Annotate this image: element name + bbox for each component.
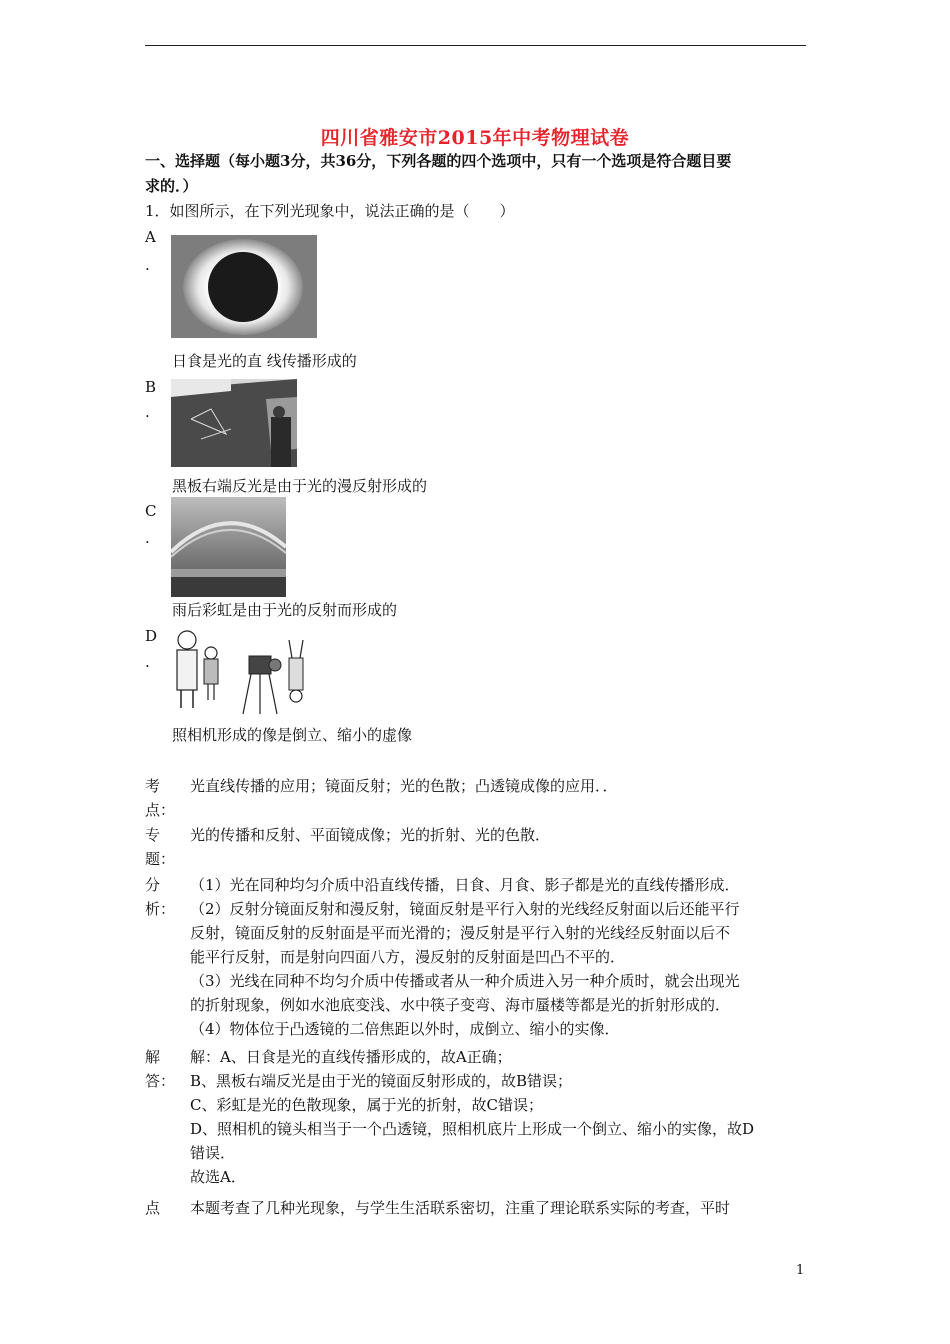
section-heading-line1: 一、选择题（每小题3分，共36分，下列各题的四个选项中，只有一个选项是符合题目要 bbox=[145, 152, 732, 170]
fenxi-line: （3）光线在同种不均匀介质中传播或者从一种介质进入另一种介质时，就会出现光 bbox=[190, 972, 740, 990]
camera-cartoon-image bbox=[171, 628, 313, 716]
dianping-label bbox=[145, 1196, 175, 1220]
blackboard-image bbox=[171, 379, 297, 467]
jieda-line: 解：A、日食是光的直线传播形成的，故A正确； bbox=[190, 1048, 512, 1066]
fenxi-line: （2）反射分镜面反射和漫反射，镜面反射是平行入射的光线经反射面以后还能平行 bbox=[190, 900, 740, 918]
kaodian-content: 光直线传播的应用；镜面反射；光的色散；凸透镜成像的应用．． bbox=[190, 777, 618, 795]
kaodian-label-2: 点： bbox=[145, 801, 176, 819]
jieda-line: B、黑板右端反光是由于光的镜面反射形成的，故B错误； bbox=[190, 1072, 573, 1090]
option-b-caption: 黑板右端反光是由于光的漫反射形成的 bbox=[172, 477, 428, 495]
dianping-text bbox=[190, 1196, 830, 1220]
option-a-dot: . bbox=[145, 256, 150, 274]
kaodian-label-1: 考 bbox=[145, 777, 161, 795]
kaodian-text bbox=[190, 774, 830, 798]
zhuanti-label-1: 专 bbox=[145, 826, 161, 844]
fenxi-line: 的折射现象，例如水池底变浅、水中筷子变弯、海市蜃楼等都是光的折射形成的． bbox=[190, 996, 731, 1014]
fenxi-line: 能平行反射，而是射向四面八方，漫反射的反射面是凹凸不平的． bbox=[190, 948, 626, 966]
option-d-caption: 照相机形成的像是倒立、缩小的虚像 bbox=[172, 726, 413, 744]
jieda-line: D、照相机的镜头相当于一个凸透镜，照相机底片上形成一个倒立、缩小的实像，故D bbox=[190, 1120, 755, 1138]
dianping-label-1: 点 bbox=[145, 1199, 161, 1217]
rainbow-image bbox=[171, 497, 286, 597]
option-a-letter: A bbox=[145, 228, 156, 246]
fenxi-label-2: 析： bbox=[145, 900, 176, 918]
zhuanti-content: 光的传播和反射、平面镜成像；光的折射、光的色散． bbox=[190, 826, 551, 844]
jieda-label-2: 答： bbox=[145, 1072, 176, 1090]
zhuanti-label-2: 题： bbox=[145, 850, 176, 868]
dianping-content: 本题考查了几种光现象，与学生生活联系密切，注重了理论联系实际的考查，平时 bbox=[190, 1199, 731, 1217]
option-c-dot: . bbox=[145, 529, 150, 547]
option-b-letter: B bbox=[145, 378, 157, 396]
fenxi-text bbox=[190, 873, 830, 1041]
option-a-caption: 日食是光的直 线传播形成的 bbox=[172, 352, 357, 370]
option-c-caption: 雨后彩虹是由于光的反射而形成的 bbox=[172, 601, 398, 619]
jieda-label bbox=[145, 1045, 175, 1093]
option-b-dot: . bbox=[145, 403, 150, 421]
fenxi-line: （4）物体位于凸透镜的二倍焦距以外时，成倒立、缩小的实像． bbox=[190, 1020, 620, 1038]
fenxi-label bbox=[145, 873, 175, 921]
fenxi-line: 反射，镜面反射的反射面是平而光滑的；漫反射是平行入射的光线经反射面以后不 bbox=[190, 924, 731, 942]
jieda-text bbox=[190, 1045, 830, 1189]
solar-eclipse-image bbox=[171, 235, 317, 338]
option-d-letter: D bbox=[145, 627, 158, 645]
jieda-line: 错误． bbox=[190, 1144, 236, 1162]
page-title: 四川省雅安市2015年中考物理试卷 bbox=[320, 127, 630, 149]
kaodian-label bbox=[145, 774, 175, 822]
section-heading-line2: 求的．） bbox=[145, 177, 198, 195]
fenxi-line: （1）光在同种均匀介质中沿直线传播，日食、月食、影子都是光的直线传播形成． bbox=[190, 876, 740, 894]
question-stem: 1．如图所示，在下列光现象中，说法正确的是（ ） bbox=[145, 202, 515, 220]
jieda-line: 故选A． bbox=[190, 1168, 246, 1186]
fenxi-label-1: 分 bbox=[145, 876, 161, 894]
zhuanti-label bbox=[145, 823, 175, 871]
header-rule bbox=[145, 45, 806, 46]
jieda-label-1: 解 bbox=[145, 1048, 161, 1066]
jieda-line: C、彩虹是光的色散现象，属于光的折射，故C错误； bbox=[190, 1096, 543, 1114]
page-number: 1 bbox=[796, 1263, 805, 1278]
zhuanti-text bbox=[190, 823, 830, 847]
option-c-letter: C bbox=[145, 502, 157, 520]
option-d-dot: . bbox=[145, 653, 150, 671]
